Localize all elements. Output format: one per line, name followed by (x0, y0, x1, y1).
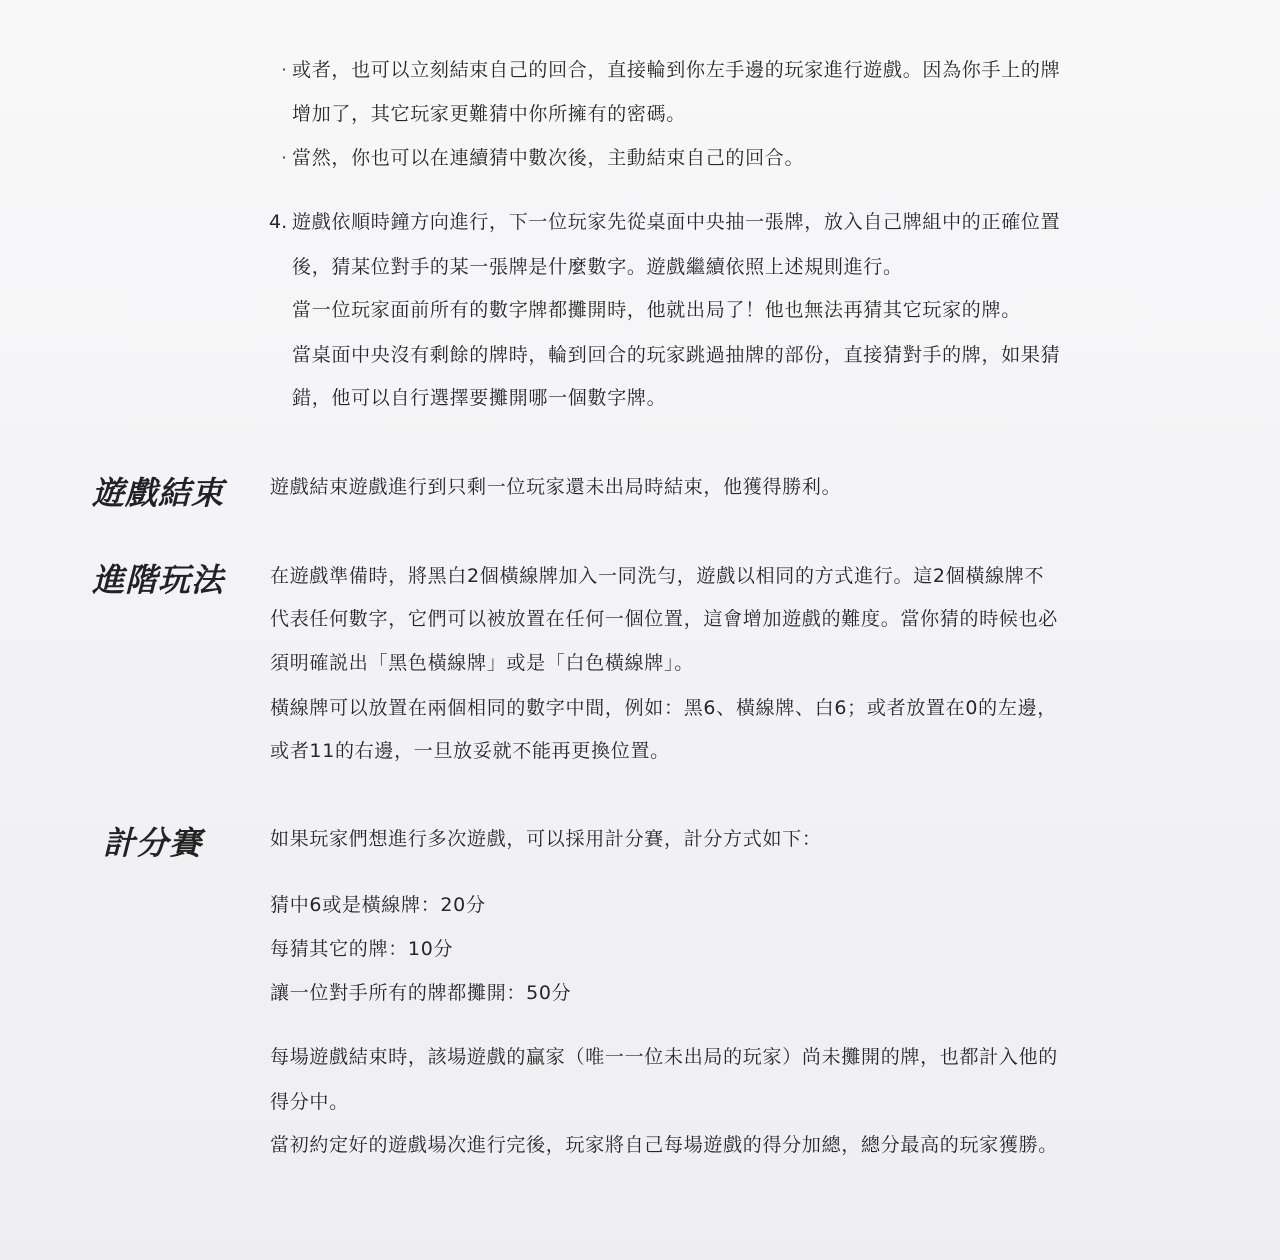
rule4-line: 當桌面中央沒有剩餘的牌時，輪到回合的玩家跳過抽牌的部份，直接猜對手的牌，如果猜 (292, 344, 1061, 366)
rule4-line: 遊戲依順時鐘方向進行，下一位玩家先從桌面中央抽一張牌，放入自己牌組中的正確位置 (292, 211, 1061, 233)
bullet-dot: · (281, 60, 287, 79)
scoring-note-line: 當初約定好的遊戲場次進行完後，玩家將自己每場遊戲的得分加總，總分最高的玩家獲勝。 (270, 1134, 1059, 1156)
scoring-heading: 計分賽 (103, 824, 203, 862)
game-end-heading: 遊戲結束 (92, 474, 225, 512)
bullet-dot: · (281, 148, 287, 167)
game-end-text: 遊戲結束遊戲進行到只剩一位玩家還未出局時結束，他獲得勝利。 (270, 476, 842, 498)
rule4-line: 後，猜某位對手的某一張牌是什麼數字。遊戲繼續依照上述規則進行。 (292, 256, 903, 278)
scoring-item: 每猜其它的牌：10分 (270, 938, 454, 960)
rule4-line: 當一位玩家面前所有的數字牌都攤開時，他就出局了！他也無法再猜其它玩家的牌。 (292, 299, 1021, 321)
advanced-line: 在遊戲準備時，將黑白2個橫線牌加入一同洗勻，遊戲以相同的方式進行。這2個橫線牌不 (270, 565, 1045, 587)
scoring-item: 猜中6或是橫線牌：20分 (270, 894, 486, 916)
advanced-line: 或者11的右邊，一旦放妥就不能再更換位置。 (270, 740, 670, 762)
scoring-item: 讓一位對手所有的牌都攤開：50分 (270, 982, 572, 1004)
rule4-line: 錯，他可以自行選擇要攤開哪一個數字牌。 (292, 387, 667, 409)
bullet-continuation: 增加了，其它玩家更難猜中你所擁有的密碼。 (292, 103, 687, 125)
rule-number: 4. (269, 211, 288, 233)
scoring-note-line: 每場遊戲結束時，該場遊戲的贏家（唯一一位未出局的玩家）尚未攤開的牌，也都計入他的 (270, 1046, 1059, 1068)
scoring-intro: 如果玩家們想進行多次遊戲，可以採用計分賽，計分方式如下： (270, 828, 822, 850)
bullet-text: 當然，你也可以在連續猜中數次後，主動結束自己的回合。 (292, 147, 805, 169)
scoring-note-line: 得分中。 (270, 1091, 349, 1113)
advanced-line: 須明確説出「黑色橫線牌」或是「白色橫線牌」。 (270, 652, 694, 674)
advanced-line: 橫線牌可以放置在兩個相同的數字中間，例如：黑6、橫線牌、白6；或者放置在0的左邊， (270, 697, 1057, 719)
bullet-text: 或者，也可以立刻結束自己的回合，直接輪到你左手邊的玩家進行遊戲。因為你手上的牌 (292, 59, 1061, 81)
advanced-heading: 進階玩法 (92, 561, 225, 599)
advanced-line: 代表任何數字，它們可以被放置在任何一個位置，這會增加遊戲的難度。當你猜的時候也必 (270, 608, 1059, 630)
